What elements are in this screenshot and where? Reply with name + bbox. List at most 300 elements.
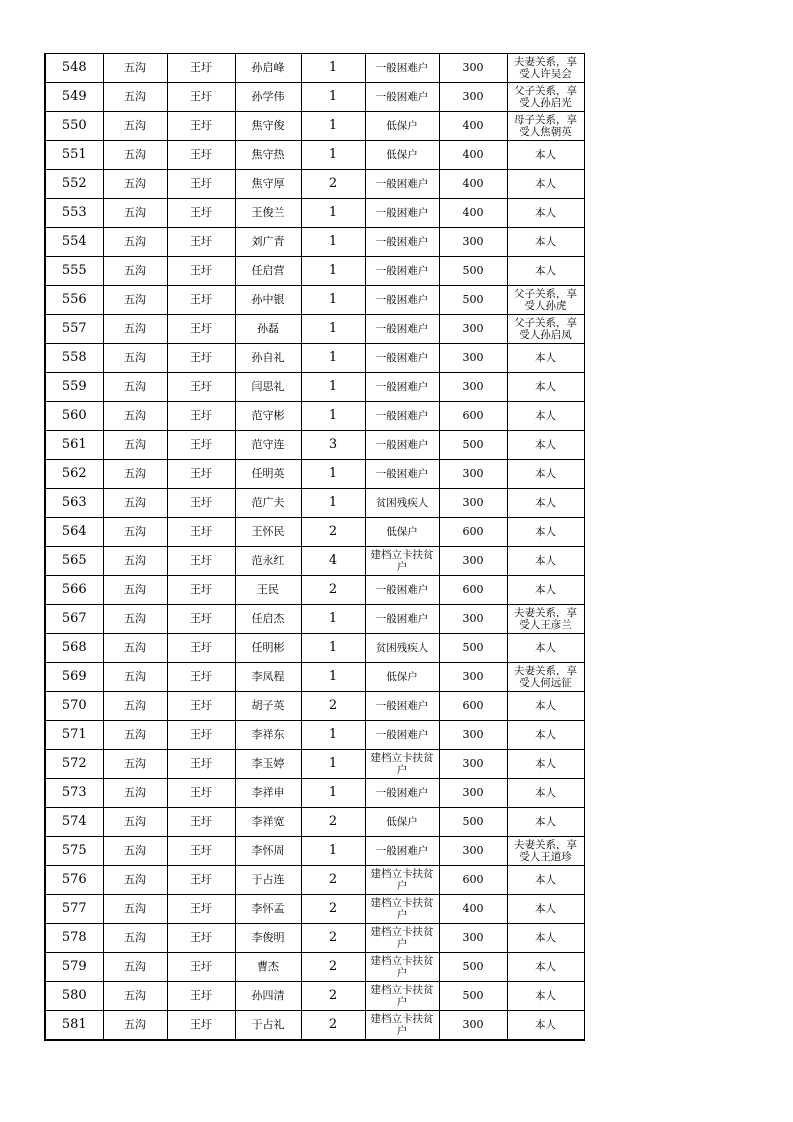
table-row — [45, 489, 584, 518]
amount-cell: 300 — [439, 663, 507, 692]
serial-number-cell: 571 — [45, 721, 103, 750]
name-cell: 孙磊 — [235, 315, 301, 344]
name-cell: 任启营 — [235, 257, 301, 286]
name-cell: 于占连 — [235, 866, 301, 895]
village-cell: 王圩 — [167, 257, 235, 286]
town-cell: 五沟 — [103, 373, 167, 402]
amount-cell: 300 — [439, 547, 507, 576]
town-cell: 五沟 — [103, 605, 167, 634]
name-cell: 孙学伟 — [235, 83, 301, 112]
category-cell: 贫困残疾人 — [365, 634, 439, 663]
name-cell: 李祥东 — [235, 721, 301, 750]
village-cell: 王圩 — [167, 982, 235, 1011]
village-cell: 王圩 — [167, 721, 235, 750]
village-cell: 王圩 — [167, 547, 235, 576]
category-cell: 建档立卡扶贫户 — [365, 866, 439, 895]
serial-number-cell: 570 — [45, 692, 103, 721]
serial-number-cell: 558 — [45, 344, 103, 373]
table-row — [45, 576, 584, 605]
category-cell: 建档立卡扶贫户 — [365, 895, 439, 924]
table-row — [45, 402, 584, 431]
category-cell: 一般困难户 — [365, 779, 439, 808]
household-count-cell: 4 — [301, 547, 365, 576]
household-count-cell: 2 — [301, 866, 365, 895]
name-cell: 刘广青 — [235, 228, 301, 257]
serial-number-cell: 568 — [45, 634, 103, 663]
town-cell: 五沟 — [103, 228, 167, 257]
village-cell: 王圩 — [167, 808, 235, 837]
table-row — [45, 837, 584, 866]
category-cell: 一般困难户 — [365, 286, 439, 315]
household-count-cell: 1 — [301, 315, 365, 344]
village-cell: 王圩 — [167, 866, 235, 895]
category-cell: 一般困难户 — [365, 54, 439, 83]
serial-number-cell: 566 — [45, 576, 103, 605]
town-cell: 五沟 — [103, 634, 167, 663]
table-row — [45, 315, 584, 344]
amount-cell: 600 — [439, 692, 507, 721]
category-cell: 建档立卡扶贫户 — [365, 924, 439, 953]
serial-number-cell: 564 — [45, 518, 103, 547]
household-count-cell: 1 — [301, 141, 365, 170]
serial-number-cell: 554 — [45, 228, 103, 257]
amount-cell: 400 — [439, 895, 507, 924]
town-cell: 五沟 — [103, 489, 167, 518]
name-cell: 李凤程 — [235, 663, 301, 692]
household-count-cell: 2 — [301, 692, 365, 721]
category-cell: 低保户 — [365, 808, 439, 837]
serial-number-cell: 576 — [45, 866, 103, 895]
category-cell: 一般困难户 — [365, 83, 439, 112]
household-count-cell: 1 — [301, 54, 365, 83]
household-count-cell: 2 — [301, 518, 365, 547]
amount-cell: 300 — [439, 779, 507, 808]
name-cell: 范守连 — [235, 431, 301, 460]
household-count-cell: 2 — [301, 982, 365, 1011]
amount-cell: 500 — [439, 953, 507, 982]
note-cell: 本人 — [507, 750, 584, 779]
table-row — [45, 808, 584, 837]
name-cell: 李怀孟 — [235, 895, 301, 924]
village-cell: 王圩 — [167, 373, 235, 402]
table-row — [45, 257, 584, 286]
amount-cell: 500 — [439, 286, 507, 315]
serial-number-cell: 559 — [45, 373, 103, 402]
amount-cell: 400 — [439, 199, 507, 228]
town-cell: 五沟 — [103, 112, 167, 141]
amount-cell: 500 — [439, 431, 507, 460]
village-cell: 王圩 — [167, 344, 235, 373]
village-cell: 王圩 — [167, 112, 235, 141]
amount-cell: 300 — [439, 750, 507, 779]
table-row — [45, 750, 584, 779]
village-cell: 王圩 — [167, 837, 235, 866]
serial-number-cell: 567 — [45, 605, 103, 634]
village-cell: 王圩 — [167, 141, 235, 170]
amount-cell: 600 — [439, 518, 507, 547]
serial-number-cell: 565 — [45, 547, 103, 576]
category-cell: 一般困难户 — [365, 373, 439, 402]
household-count-cell: 2 — [301, 808, 365, 837]
amount-cell: 500 — [439, 808, 507, 837]
note-cell: 本人 — [507, 547, 584, 576]
records-table — [44, 53, 585, 1041]
table-row — [45, 692, 584, 721]
note-cell: 夫妻关系，享受人王彦兰 — [507, 605, 584, 634]
town-cell: 五沟 — [103, 1011, 167, 1041]
note-cell: 本人 — [507, 199, 584, 228]
name-cell: 李玉婷 — [235, 750, 301, 779]
household-count-cell: 1 — [301, 228, 365, 257]
amount-cell: 300 — [439, 344, 507, 373]
village-cell: 王圩 — [167, 54, 235, 83]
amount-cell: 400 — [439, 112, 507, 141]
name-cell: 任明英 — [235, 460, 301, 489]
town-cell: 五沟 — [103, 170, 167, 199]
note-cell: 本人 — [507, 460, 584, 489]
name-cell: 孙启峰 — [235, 54, 301, 83]
amount-cell: 400 — [439, 141, 507, 170]
name-cell: 闫思礼 — [235, 373, 301, 402]
amount-cell: 300 — [439, 837, 507, 866]
town-cell: 五沟 — [103, 576, 167, 605]
note-cell: 本人 — [507, 373, 584, 402]
household-count-cell: 1 — [301, 402, 365, 431]
serial-number-cell: 556 — [45, 286, 103, 315]
note-cell: 父子关系，享受人孙启光 — [507, 83, 584, 112]
note-cell: 父子关系，享受人孙启凤 — [507, 315, 584, 344]
amount-cell: 300 — [439, 373, 507, 402]
village-cell: 王圩 — [167, 605, 235, 634]
serial-number-cell: 560 — [45, 402, 103, 431]
village-cell: 王圩 — [167, 518, 235, 547]
amount-cell: 300 — [439, 83, 507, 112]
town-cell: 五沟 — [103, 199, 167, 228]
household-count-cell: 1 — [301, 605, 365, 634]
table-row — [45, 982, 584, 1011]
category-cell: 低保户 — [365, 141, 439, 170]
serial-number-cell: 552 — [45, 170, 103, 199]
amount-cell: 300 — [439, 1011, 507, 1041]
records-table-body — [45, 54, 584, 1041]
category-cell: 一般困难户 — [365, 315, 439, 344]
name-cell: 李俊明 — [235, 924, 301, 953]
name-cell: 李怀周 — [235, 837, 301, 866]
household-count-cell: 1 — [301, 83, 365, 112]
note-cell: 母子关系，享受人焦朝英 — [507, 112, 584, 141]
category-cell: 一般困难户 — [365, 576, 439, 605]
name-cell: 范守彬 — [235, 402, 301, 431]
note-cell: 夫妻关系，享受人王道珍 — [507, 837, 584, 866]
category-cell: 一般困难户 — [365, 199, 439, 228]
town-cell: 五沟 — [103, 257, 167, 286]
note-cell: 本人 — [507, 344, 584, 373]
table-row — [45, 518, 584, 547]
note-cell: 本人 — [507, 982, 584, 1011]
table-row — [45, 634, 584, 663]
note-cell: 本人 — [507, 895, 584, 924]
name-cell: 任启杰 — [235, 605, 301, 634]
name-cell: 胡子英 — [235, 692, 301, 721]
town-cell: 五沟 — [103, 982, 167, 1011]
name-cell: 焦守热 — [235, 141, 301, 170]
town-cell: 五沟 — [103, 547, 167, 576]
household-count-cell: 1 — [301, 750, 365, 779]
name-cell: 于占礼 — [235, 1011, 301, 1041]
name-cell: 范广夫 — [235, 489, 301, 518]
village-cell: 王圩 — [167, 750, 235, 779]
name-cell: 孙自礼 — [235, 344, 301, 373]
town-cell: 五沟 — [103, 83, 167, 112]
name-cell: 王民 — [235, 576, 301, 605]
village-cell: 王圩 — [167, 170, 235, 199]
household-count-cell: 1 — [301, 634, 365, 663]
table-row — [45, 170, 584, 199]
category-cell: 一般困难户 — [365, 692, 439, 721]
note-cell: 夫妻关系，享受人何远征 — [507, 663, 584, 692]
category-cell: 一般困难户 — [365, 605, 439, 634]
note-cell: 本人 — [507, 924, 584, 953]
household-count-cell: 1 — [301, 344, 365, 373]
serial-number-cell: 551 — [45, 141, 103, 170]
village-cell: 王圩 — [167, 924, 235, 953]
name-cell: 范永红 — [235, 547, 301, 576]
household-count-cell: 1 — [301, 721, 365, 750]
note-cell: 本人 — [507, 431, 584, 460]
household-count-cell: 1 — [301, 286, 365, 315]
table-row — [45, 344, 584, 373]
name-cell: 曹杰 — [235, 953, 301, 982]
name-cell: 孙四清 — [235, 982, 301, 1011]
town-cell: 五沟 — [103, 953, 167, 982]
table-row — [45, 721, 584, 750]
serial-number-cell: 578 — [45, 924, 103, 953]
name-cell: 王怀民 — [235, 518, 301, 547]
category-cell: 一般困难户 — [365, 431, 439, 460]
town-cell: 五沟 — [103, 431, 167, 460]
note-cell: 本人 — [507, 576, 584, 605]
serial-number-cell: 569 — [45, 663, 103, 692]
amount-cell: 300 — [439, 489, 507, 518]
note-cell: 本人 — [507, 141, 584, 170]
household-count-cell: 1 — [301, 257, 365, 286]
name-cell: 孙中银 — [235, 286, 301, 315]
table-row — [45, 141, 584, 170]
village-cell: 王圩 — [167, 315, 235, 344]
category-cell: 贫困残疾人 — [365, 489, 439, 518]
table-row — [45, 83, 584, 112]
household-count-cell: 2 — [301, 924, 365, 953]
category-cell: 一般困难户 — [365, 344, 439, 373]
town-cell: 五沟 — [103, 141, 167, 170]
table-row — [45, 286, 584, 315]
note-cell: 本人 — [507, 257, 584, 286]
table-row — [45, 924, 584, 953]
amount-cell: 500 — [439, 634, 507, 663]
name-cell: 任明彬 — [235, 634, 301, 663]
amount-cell: 300 — [439, 228, 507, 257]
category-cell: 建档立卡扶贫户 — [365, 953, 439, 982]
household-count-cell: 1 — [301, 837, 365, 866]
village-cell: 王圩 — [167, 489, 235, 518]
town-cell: 五沟 — [103, 54, 167, 83]
serial-number-cell: 579 — [45, 953, 103, 982]
household-count-cell: 2 — [301, 170, 365, 199]
town-cell: 五沟 — [103, 344, 167, 373]
table-row — [45, 431, 584, 460]
village-cell: 王圩 — [167, 402, 235, 431]
table-row — [45, 228, 584, 257]
name-cell: 焦守厚 — [235, 170, 301, 199]
serial-number-cell: 550 — [45, 112, 103, 141]
town-cell: 五沟 — [103, 402, 167, 431]
town-cell: 五沟 — [103, 286, 167, 315]
category-cell: 低保户 — [365, 112, 439, 141]
household-count-cell: 2 — [301, 895, 365, 924]
serial-number-cell: 557 — [45, 315, 103, 344]
household-count-cell: 2 — [301, 576, 365, 605]
village-cell: 王圩 — [167, 83, 235, 112]
note-cell: 夫妻关系，享受人许吴会 — [507, 54, 584, 83]
note-cell: 本人 — [507, 866, 584, 895]
household-count-cell: 2 — [301, 1011, 365, 1041]
table-row — [45, 663, 584, 692]
village-cell: 王圩 — [167, 692, 235, 721]
town-cell: 五沟 — [103, 837, 167, 866]
name-cell: 李祥申 — [235, 779, 301, 808]
amount-cell: 300 — [439, 54, 507, 83]
category-cell: 一般困难户 — [365, 402, 439, 431]
village-cell: 王圩 — [167, 460, 235, 489]
village-cell: 王圩 — [167, 286, 235, 315]
category-cell: 建档立卡扶贫户 — [365, 1011, 439, 1041]
town-cell: 五沟 — [103, 460, 167, 489]
serial-number-cell: 575 — [45, 837, 103, 866]
household-count-cell: 1 — [301, 779, 365, 808]
note-cell: 本人 — [507, 518, 584, 547]
amount-cell: 300 — [439, 924, 507, 953]
household-count-cell: 2 — [301, 953, 365, 982]
table-row — [45, 953, 584, 982]
category-cell: 一般困难户 — [365, 460, 439, 489]
town-cell: 五沟 — [103, 866, 167, 895]
amount-cell: 600 — [439, 866, 507, 895]
household-count-cell: 3 — [301, 431, 365, 460]
amount-cell: 400 — [439, 170, 507, 199]
serial-number-cell: 553 — [45, 199, 103, 228]
household-count-cell: 1 — [301, 199, 365, 228]
note-cell: 本人 — [507, 489, 584, 518]
village-cell: 王圩 — [167, 895, 235, 924]
amount-cell: 500 — [439, 257, 507, 286]
table-row — [45, 112, 584, 141]
serial-number-cell: 572 — [45, 750, 103, 779]
serial-number-cell: 581 — [45, 1011, 103, 1041]
village-cell: 王圩 — [167, 634, 235, 663]
town-cell: 五沟 — [103, 315, 167, 344]
table-row — [45, 460, 584, 489]
amount-cell: 300 — [439, 315, 507, 344]
village-cell: 王圩 — [167, 228, 235, 257]
note-cell: 本人 — [507, 402, 584, 431]
note-cell: 本人 — [507, 170, 584, 199]
town-cell: 五沟 — [103, 663, 167, 692]
serial-number-cell: 577 — [45, 895, 103, 924]
village-cell: 王圩 — [167, 1011, 235, 1041]
name-cell: 王俊兰 — [235, 199, 301, 228]
amount-cell: 300 — [439, 605, 507, 634]
table-row — [45, 866, 584, 895]
category-cell: 一般困难户 — [365, 721, 439, 750]
table-row — [45, 895, 584, 924]
serial-number-cell: 563 — [45, 489, 103, 518]
amount-cell: 300 — [439, 460, 507, 489]
category-cell: 一般困难户 — [365, 257, 439, 286]
category-cell: 建档立卡扶贫户 — [365, 982, 439, 1011]
table-row — [45, 779, 584, 808]
category-cell: 一般困难户 — [365, 228, 439, 257]
table-row — [45, 1011, 584, 1041]
household-count-cell: 1 — [301, 373, 365, 402]
town-cell: 五沟 — [103, 895, 167, 924]
town-cell: 五沟 — [103, 692, 167, 721]
serial-number-cell: 548 — [45, 54, 103, 83]
table-row — [45, 547, 584, 576]
category-cell: 建档立卡扶贫户 — [365, 750, 439, 779]
village-cell: 王圩 — [167, 199, 235, 228]
table-row — [45, 54, 584, 83]
table-row — [45, 605, 584, 634]
category-cell: 低保户 — [365, 518, 439, 547]
note-cell: 本人 — [507, 953, 584, 982]
town-cell: 五沟 — [103, 750, 167, 779]
name-cell: 李祥宽 — [235, 808, 301, 837]
serial-number-cell: 561 — [45, 431, 103, 460]
village-cell: 王圩 — [167, 576, 235, 605]
note-cell: 本人 — [507, 779, 584, 808]
town-cell: 五沟 — [103, 924, 167, 953]
amount-cell: 300 — [439, 721, 507, 750]
village-cell: 王圩 — [167, 779, 235, 808]
serial-number-cell: 562 — [45, 460, 103, 489]
note-cell: 本人 — [507, 228, 584, 257]
household-count-cell: 1 — [301, 663, 365, 692]
serial-number-cell: 555 — [45, 257, 103, 286]
town-cell: 五沟 — [103, 721, 167, 750]
note-cell: 本人 — [507, 721, 584, 750]
category-cell: 低保户 — [365, 663, 439, 692]
village-cell: 王圩 — [167, 663, 235, 692]
household-count-cell: 1 — [301, 460, 365, 489]
note-cell: 本人 — [507, 634, 584, 663]
table-row — [45, 373, 584, 402]
table-row — [45, 199, 584, 228]
household-count-cell: 1 — [301, 489, 365, 518]
note-cell: 本人 — [507, 692, 584, 721]
category-cell: 一般困难户 — [365, 170, 439, 199]
amount-cell: 600 — [439, 402, 507, 431]
serial-number-cell: 580 — [45, 982, 103, 1011]
town-cell: 五沟 — [103, 808, 167, 837]
note-cell: 本人 — [507, 808, 584, 837]
amount-cell: 600 — [439, 576, 507, 605]
town-cell: 五沟 — [103, 518, 167, 547]
name-cell: 焦守俊 — [235, 112, 301, 141]
note-cell: 本人 — [507, 1011, 584, 1041]
town-cell: 五沟 — [103, 779, 167, 808]
village-cell: 王圩 — [167, 431, 235, 460]
category-cell: 建档立卡扶贫户 — [365, 547, 439, 576]
